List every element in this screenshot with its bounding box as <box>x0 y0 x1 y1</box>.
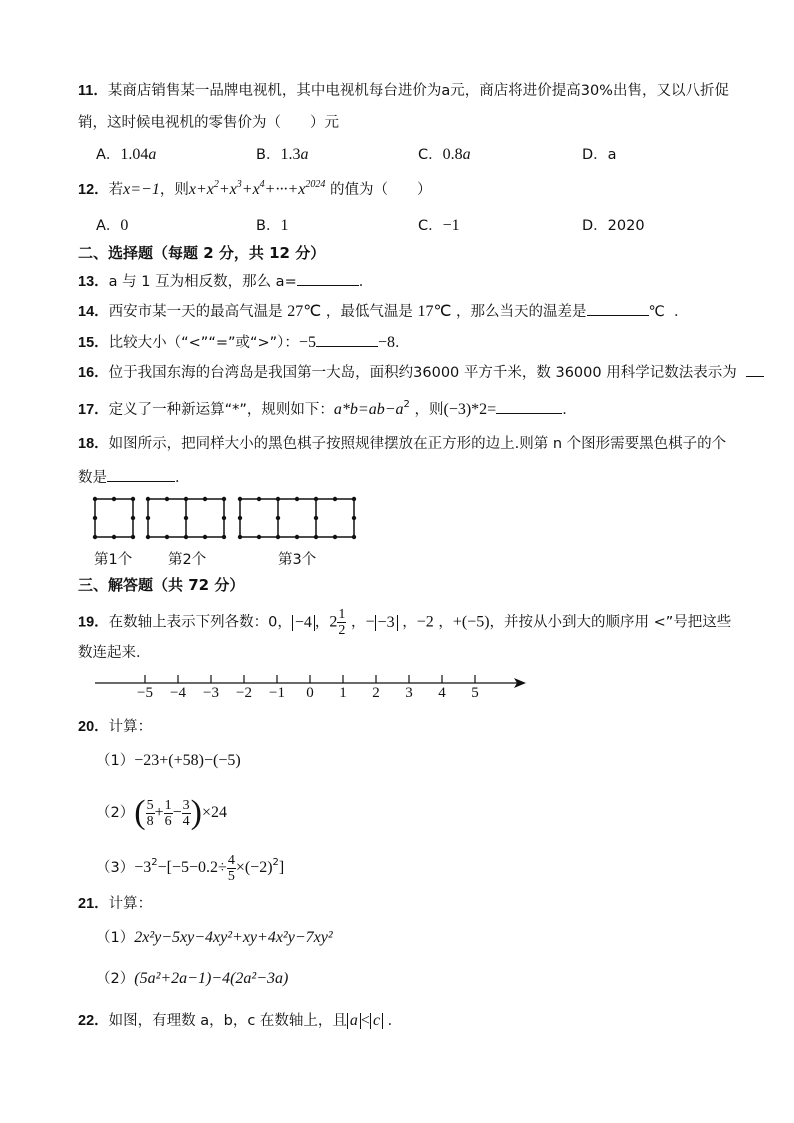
q18-caption-2: 第2个 <box>168 552 207 568</box>
q13-line: 13．a 与 1 互为相反数，那么 a= ． <box>78 270 373 292</box>
q22-number: 22． <box>78 1013 109 1029</box>
q11-option-b[interactable]: B．1.3a <box>256 146 309 163</box>
q16-number: 16． <box>78 365 109 381</box>
q12-line: 12．若x=−1，则$x+x^2+x^3+x^4+\cdot\cdot\cdot+x^{2024}$ 的值为（ ） <box>78 179 432 198</box>
q13-number: 13． <box>78 274 109 290</box>
q11-option-d[interactable]: D．a <box>582 147 617 163</box>
q18-line2: 数是 ． <box>78 466 190 488</box>
section-2-heading: 二、选择题（每题 2 分，共 12 分） <box>78 244 326 262</box>
q15-answer-blank[interactable] <box>316 331 378 347</box>
q11-option-a[interactable]: A．1.04a <box>96 146 157 163</box>
q11-option-c[interactable]: C．0.8a <box>418 146 471 163</box>
q12-option-b[interactable]: B．1 <box>256 217 289 234</box>
q12-number: 12． <box>78 182 109 198</box>
tick-label: −3 <box>203 685 219 701</box>
tick-label: 2 <box>372 685 380 701</box>
q17-line: 17．定义了一种新运算“*”，规则如下：$a*b=ab-a^2$ ，则(−3)*2= ． <box>78 399 577 418</box>
tick-label: 3 <box>405 685 413 701</box>
tick-label: 1 <box>339 685 347 701</box>
q19-line1: 19．在数轴上表示下列各数：0， −4 ，2 $\frac{1}{2}$ ，− −3 ，−2 ，+(−5)，并按从小到大的顺序用 <”号把这些 <box>78 607 732 638</box>
q11-text-1: 某商店销售某一品牌电视机，其中电视机每台进价为a元，商店将进价提高30%出售，又以八折促 <box>107 83 729 99</box>
q21-part-1: （1）2x²y−5xy−4xy²+xy+4x²y−7xy² <box>96 929 333 946</box>
q17-number: 17． <box>78 402 109 418</box>
tick-label: −2 <box>236 685 252 701</box>
q19-number: 19． <box>78 614 109 631</box>
q18-number: 18． <box>78 436 109 452</box>
q13-answer-blank[interactable] <box>297 270 359 286</box>
q18-caption-1: 第1个 <box>94 552 133 568</box>
q12-condition: x=−1 <box>123 181 160 198</box>
q20-number: 20． <box>78 719 109 735</box>
q15-number: 15． <box>78 335 109 351</box>
tick-label: −5 <box>137 685 153 701</box>
q14-line: 14．西安市某一天的最高气温是 27℃ ，最低气温是 17℃ ，那么当天的温差是 ℃ ． <box>78 300 689 322</box>
tick-label: 5 <box>471 685 479 701</box>
q22-line: 22．如图，有理数 a，b，c 在数轴上，且 a < c ． <box>78 1012 403 1029</box>
tick-label: 0 <box>306 685 314 701</box>
q20-part-2: （2）( $\frac{5}{8}$ + $\frac{1}{6}$ − $\frac{3}{4}$ )×24 <box>96 794 227 831</box>
q14-number: 14． <box>78 304 109 320</box>
q12-option-c[interactable]: C．−1 <box>418 217 460 234</box>
q17-answer-blank[interactable] <box>496 398 562 414</box>
q12-option-d[interactable]: D．2020 <box>582 218 645 234</box>
q21-line: 21．计算： <box>78 896 153 912</box>
q18-answer-blank[interactable] <box>107 466 175 482</box>
q16-line: 16．位于我国东海的台湾岛是我国第一大岛，面积约36000 平方千米，数 36000 用科学记数法表示为 <box>78 361 764 383</box>
q20-part-3: $(3)-3^2-[-5-0.2\div$ $\frac{4}{5}$ $\times(-2)^2$] <box>96 852 285 884</box>
tick-label: 4 <box>438 685 446 701</box>
figure-1-square <box>95 499 133 537</box>
q21-number: 21． <box>78 896 109 912</box>
section-3-heading: 三、解答题（共 72 分） <box>78 576 245 594</box>
tick-label: −1 <box>269 685 285 701</box>
q18-caption-3: 第3个 <box>278 552 317 568</box>
q21-part-2: （2）(5a²+2a−1)−4(2a²−3a) <box>96 970 289 987</box>
figure-3-rect <box>240 499 354 537</box>
q16-answer-blank[interactable] <box>746 361 764 377</box>
q12-option-a[interactable]: A．0 <box>96 217 129 234</box>
q11-line1 <box>78 81 729 101</box>
q14-answer-blank[interactable] <box>587 300 649 316</box>
q20-line: 20．计算： <box>78 719 153 735</box>
q18-line1: 18．如图所示，把同样大小的黑色棋子按照规律摆放在正方形的边上.则第 n 个图形需要黑色棋子的个 <box>78 436 727 452</box>
q18-pattern-figure <box>90 494 360 544</box>
q15-line: 15．比较大小（“<”“=”或“>”）：−5 −8． <box>78 331 409 353</box>
q19-line2: 数连起来． <box>78 645 151 661</box>
q11-number: 11． <box>78 83 108 99</box>
q12-expression: $x+x^2+x^3+x^4+\cdot\cdot\cdot+x^{2024}$ <box>188 179 326 198</box>
q11-text-2: 销，这时候电视机的零售价为（ ）元 <box>78 115 339 131</box>
q20-part-1: （1）−23+(+58)−(−5) <box>96 752 241 769</box>
tick-label: −4 <box>170 685 186 701</box>
